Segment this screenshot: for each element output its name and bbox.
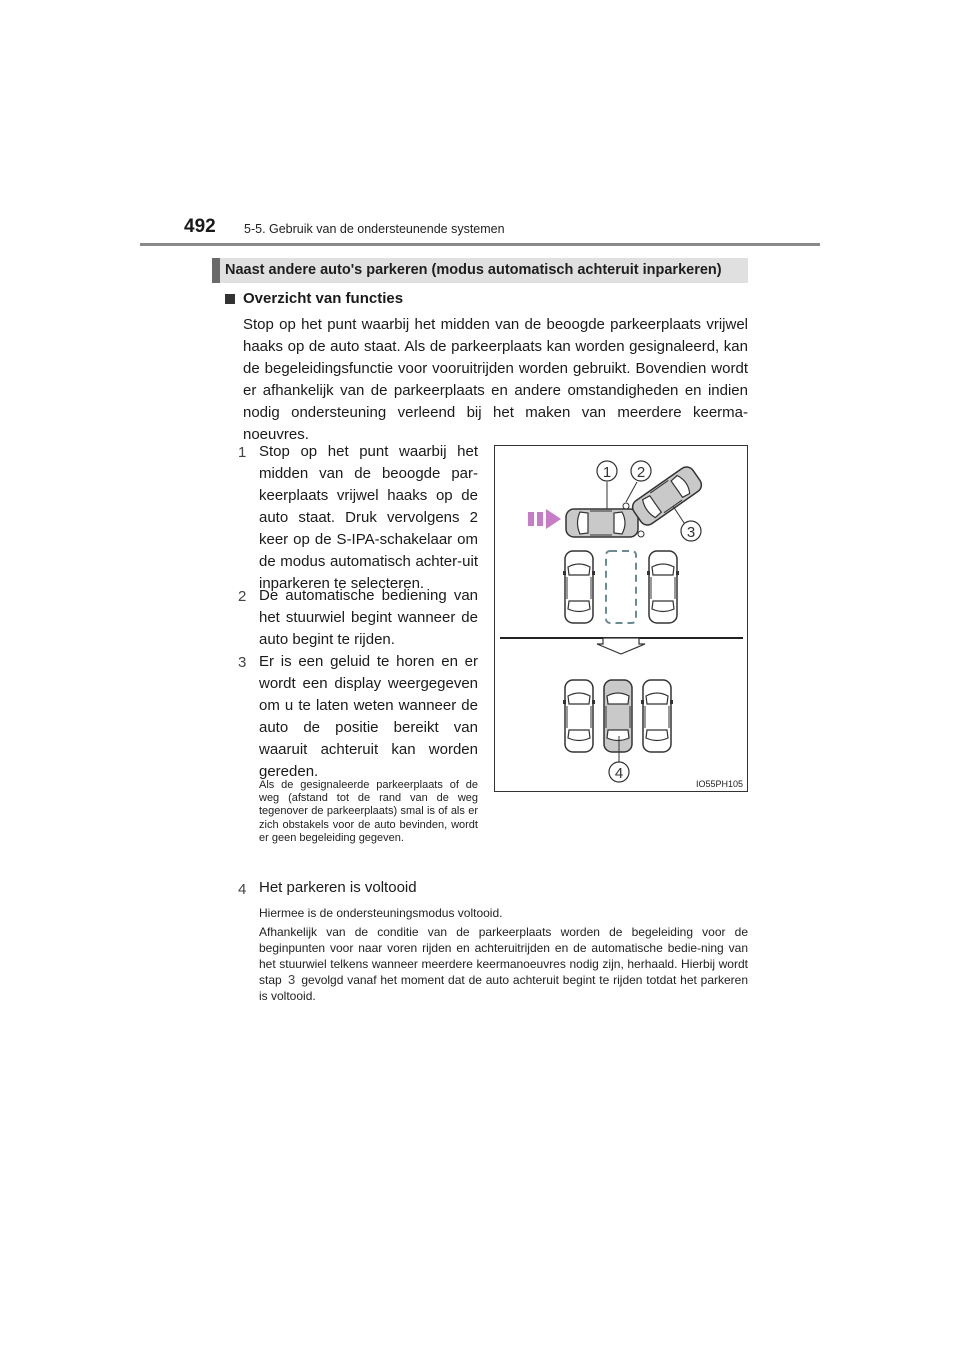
parked-car-left-icon — [563, 680, 595, 752]
step-4-text: Het parkeren is voltooid — [259, 879, 417, 896]
callout-4-icon — [609, 762, 629, 782]
completion-note: Hiermee is de ondersteuningsmodus voltooid. — [259, 906, 503, 920]
parked-car-right-icon — [641, 680, 673, 752]
step-3-text: Er is een geluid te horen en er wordt een display weergegeven om u te laten weten wanneer de auto de positie bereikt van waaruit achteruit kan worden gereden. — [259, 653, 478, 780]
svg-text:2: 2 — [636, 464, 646, 481]
section-heading-bar — [212, 258, 220, 283]
result-arrow-icon — [597, 638, 645, 654]
step-2-text: De automatische bediening van het stuurwiel begint wanneer de auto begint te rijden. — [259, 587, 478, 648]
target-space-outline — [606, 551, 636, 623]
step-1-text: Stop op het punt waarbij het midden van de beoogde par-keerplaats vrijwel haaks op de auto staat. Druk vervolgens 2 keer op de S-IPA-schakelaar om de modus automatisch achter-uit inparkeren te selecteren. — [259, 443, 478, 592]
callout-1-icon — [597, 461, 617, 481]
repeat-note — [259, 924, 748, 1004]
direction-arrow-icon — [528, 509, 561, 529]
header-rule — [140, 243, 820, 246]
section-title: Naast andere auto's parkeren (modus automatisch achteruit inparkeren) — [225, 262, 722, 278]
moving-car-icon — [566, 509, 638, 537]
overview-body: Stop op het punt waarbij het midden van de beoogde parkeerplaats vrijwel haaks op de auto staat. Als de parkeerplaats kan worden gesignaleerd, kan de begeleidingsfunctie voor vooruitrijden worden gebruikt. Bovendien wordt er afhankelijk van de parkeerplaats en andere omstandigheden en indien nodig ondersteuning verleend bij het maken van meerdere keerma-noeuvres. — [243, 316, 748, 443]
svg-text:3: 3 — [686, 524, 696, 541]
step-number-4-label: 4 — [238, 881, 247, 898]
overview-heading: Overzicht van functies — [243, 290, 404, 307]
page-number: 492 — [184, 216, 216, 237]
step-number-3 — [236, 653, 250, 672]
bullet-square-icon — [225, 294, 235, 304]
svg-text:4: 4 — [614, 765, 624, 782]
repeat-note-part-1: Afhankelijk van de conditie van de parkeerplaats worden de begeleiding voor de beginpunten voor naar voren rijden en achteruitrijden en de automatische bedie-ning van het stuurwiel telkens wanneer meerdere keermanoeuvres nodig zijn, herhaald. Hierbij wordt stap — [259, 925, 748, 987]
repeat-note-part-2: gevolgd vanaf het moment dat de auto achteruit begint te rijden totdat het parkeren is voltooid. — [259, 973, 749, 1003]
callout-2-icon — [631, 461, 651, 481]
step-number-4 — [236, 880, 250, 899]
step-number-2 — [236, 587, 250, 606]
callout-3-icon — [681, 521, 701, 541]
step-number-1-label: 1 — [238, 444, 247, 461]
step-number-2-label: 2 — [238, 588, 247, 605]
svg-text:3: 3 — [287, 972, 295, 986]
svg-text:1: 1 — [602, 464, 612, 481]
parked-car-left-icon — [563, 551, 595, 623]
diagram-code: IO55PH105 — [695, 779, 743, 789]
inline-step-ref — [286, 972, 298, 986]
chapter-title: 5-5. Gebruik van de ondersteunende systemen — [244, 222, 505, 236]
parking-diagram-illustration — [495, 446, 747, 791]
parked-car-right-icon — [647, 551, 679, 623]
step-number-3-label: 3 — [238, 654, 247, 671]
step-number-1 — [236, 443, 250, 462]
parked-own-car-icon — [604, 680, 632, 752]
step-3-note: Als de gesignaleerde parkeerplaats of de weg (afstand tot de rand van de weg tegenover de parkeerplaats) smal is of als er zich obstakels voor de auto bevinden, wordt er geen begeleiding gegeven. — [259, 779, 478, 844]
parking-diagram — [494, 445, 748, 792]
